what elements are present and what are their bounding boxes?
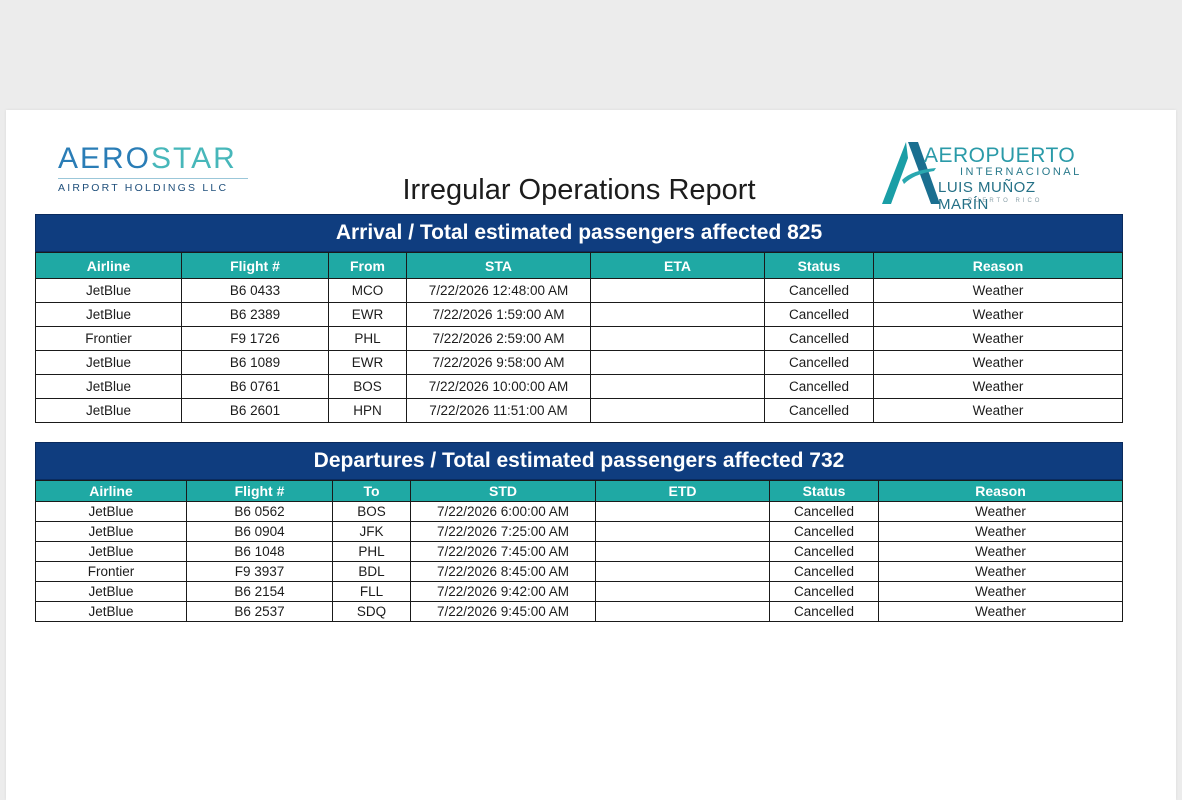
cell-eta [591, 303, 765, 327]
table-row [36, 279, 1123, 303]
column-header-reason: Reason [874, 253, 1123, 279]
column-header-airline: Airline [36, 481, 187, 502]
cell-flight: B6 2389 [182, 303, 329, 327]
cell-from: HPN [329, 399, 407, 423]
cell-status: Cancelled [770, 582, 879, 602]
cell-reason: Weather [874, 327, 1123, 351]
cell-to: FLL [333, 582, 411, 602]
column-header-flight: Flight # [182, 253, 329, 279]
cell-status: Cancelled [765, 351, 874, 375]
cell-etd [596, 542, 770, 562]
airport-logo-line4: PUERTO RICO [968, 198, 1043, 204]
cell-etd [596, 522, 770, 542]
cell-airline: JetBlue [36, 522, 187, 542]
table-row [36, 375, 1123, 399]
column-header-to: To [333, 481, 411, 502]
column-header-airline: Airline [36, 253, 182, 279]
cell-to: JFK [333, 522, 411, 542]
cell-reason: Weather [874, 399, 1123, 423]
table-row [36, 602, 1123, 622]
cell-to: BDL [333, 562, 411, 582]
cell-flight: B6 1048 [187, 542, 333, 562]
cell-status: Cancelled [765, 399, 874, 423]
cell-flight: B6 0761 [182, 375, 329, 399]
report-page [6, 110, 1176, 800]
cell-to: PHL [333, 542, 411, 562]
cell-reason: Weather [879, 562, 1123, 582]
cell-airline: JetBlue [36, 279, 182, 303]
cell-flight: F9 1726 [182, 327, 329, 351]
column-header-eta: ETA [591, 253, 765, 279]
table-row [36, 542, 1123, 562]
cell-etd [596, 602, 770, 622]
cell-airline: JetBlue [36, 351, 182, 375]
column-header-status: Status [770, 481, 879, 502]
table-row [36, 582, 1123, 602]
table-row [36, 351, 1123, 375]
cell-reason: Weather [874, 351, 1123, 375]
cell-std: 7/22/2026 6:00:00 AM [411, 502, 596, 522]
table-row [36, 303, 1123, 327]
column-header-from: From [329, 253, 407, 279]
cell-sta: 7/22/2026 11:51:00 AM [407, 399, 591, 423]
cell-std: 7/22/2026 9:42:00 AM [411, 582, 596, 602]
column-header-flight: Flight # [187, 481, 333, 502]
aerostar-logo-wordmark: AEROSTAR [58, 142, 237, 175]
cell-flight: F9 3937 [187, 562, 333, 582]
cell-sta: 7/22/2026 9:58:00 AM [407, 351, 591, 375]
cell-from: PHL [329, 327, 407, 351]
cell-from: BOS [329, 375, 407, 399]
column-header-reason: Reason [879, 481, 1123, 502]
cell-reason: Weather [874, 303, 1123, 327]
column-header-sta: STA [407, 253, 591, 279]
departures-section [35, 442, 1123, 622]
page-title: Irregular Operations Report [402, 174, 756, 206]
cell-eta [591, 327, 765, 351]
cell-etd [596, 582, 770, 602]
airport-logo-line2: INTERNACIONAL [960, 166, 1082, 178]
cell-status: Cancelled [770, 522, 879, 542]
arrivals-column-headers [36, 253, 1123, 279]
cell-airline: JetBlue [36, 542, 187, 562]
cell-airline: Frontier [36, 562, 187, 582]
cell-airline: JetBlue [36, 582, 187, 602]
arrivals-table [35, 252, 1123, 423]
column-header-std: STD [411, 481, 596, 502]
arrivals-section [35, 214, 1123, 423]
cell-from: EWR [329, 303, 407, 327]
cell-sta: 7/22/2026 12:48:00 AM [407, 279, 591, 303]
cell-status: Cancelled [765, 303, 874, 327]
table-row [36, 562, 1123, 582]
cell-etd [596, 502, 770, 522]
departures-column-headers [36, 481, 1123, 502]
cell-std: 7/22/2026 7:45:00 AM [411, 542, 596, 562]
airport-logo [878, 140, 1088, 213]
cell-flight: B6 2154 [187, 582, 333, 602]
cell-reason: Weather [879, 502, 1123, 522]
cell-flight: B6 2537 [187, 602, 333, 622]
cell-from: MCO [329, 279, 407, 303]
cell-flight: B6 2601 [182, 399, 329, 423]
cell-reason: Weather [874, 375, 1123, 399]
airport-logo-line3: LUIS MUÑOZ MARÍN [938, 179, 1036, 213]
cell-sta: 7/22/2026 2:59:00 AM [407, 327, 591, 351]
cell-eta [591, 375, 765, 399]
cell-reason: Weather [879, 542, 1123, 562]
cell-std: 7/22/2026 7:25:00 AM [411, 522, 596, 542]
arrivals-header: Arrival / Total estimated passengers affected 825 [35, 214, 1123, 252]
cell-etd [596, 562, 770, 582]
table-row [36, 522, 1123, 542]
cell-reason: Weather [879, 522, 1123, 542]
airport-logo-line1: AEROPUERTO [924, 144, 1076, 167]
cell-airline: JetBlue [36, 602, 187, 622]
cell-status: Cancelled [770, 562, 879, 582]
column-header-status: Status [765, 253, 874, 279]
cell-std: 7/22/2026 8:45:00 AM [411, 562, 596, 582]
table-row [36, 327, 1123, 351]
aerostar-logo-subtitle: AIRPORT HOLDINGS LLC [58, 178, 248, 194]
table-row [36, 502, 1123, 522]
column-header-etd: ETD [596, 481, 770, 502]
cell-flight: B6 0433 [182, 279, 329, 303]
cell-status: Cancelled [770, 602, 879, 622]
cell-eta [591, 399, 765, 423]
cell-sta: 7/22/2026 10:00:00 AM [407, 375, 591, 399]
cell-std: 7/22/2026 9:45:00 AM [411, 602, 596, 622]
cell-status: Cancelled [770, 502, 879, 522]
cell-eta [591, 279, 765, 303]
cell-from: EWR [329, 351, 407, 375]
cell-reason: Weather [874, 279, 1123, 303]
cell-sta: 7/22/2026 1:59:00 AM [407, 303, 591, 327]
cell-flight: B6 0562 [187, 502, 333, 522]
cell-airline: JetBlue [36, 303, 182, 327]
cell-status: Cancelled [765, 279, 874, 303]
cell-airline: Frontier [36, 327, 182, 351]
cell-eta [591, 351, 765, 375]
cell-status: Cancelled [770, 542, 879, 562]
cell-airline: JetBlue [36, 375, 182, 399]
cell-airline: JetBlue [36, 502, 187, 522]
cell-airline: JetBlue [36, 399, 182, 423]
cell-reason: Weather [879, 582, 1123, 602]
departures-table [35, 480, 1123, 622]
cell-to: SDQ [333, 602, 411, 622]
cell-status: Cancelled [765, 375, 874, 399]
table-row [36, 399, 1123, 423]
cell-status: Cancelled [765, 327, 874, 351]
cell-flight: B6 0904 [187, 522, 333, 542]
cell-to: BOS [333, 502, 411, 522]
departures-header: Departures / Total estimated passengers affected 732 [35, 442, 1123, 480]
cell-flight: B6 1089 [182, 351, 329, 375]
cell-reason: Weather [879, 602, 1123, 622]
